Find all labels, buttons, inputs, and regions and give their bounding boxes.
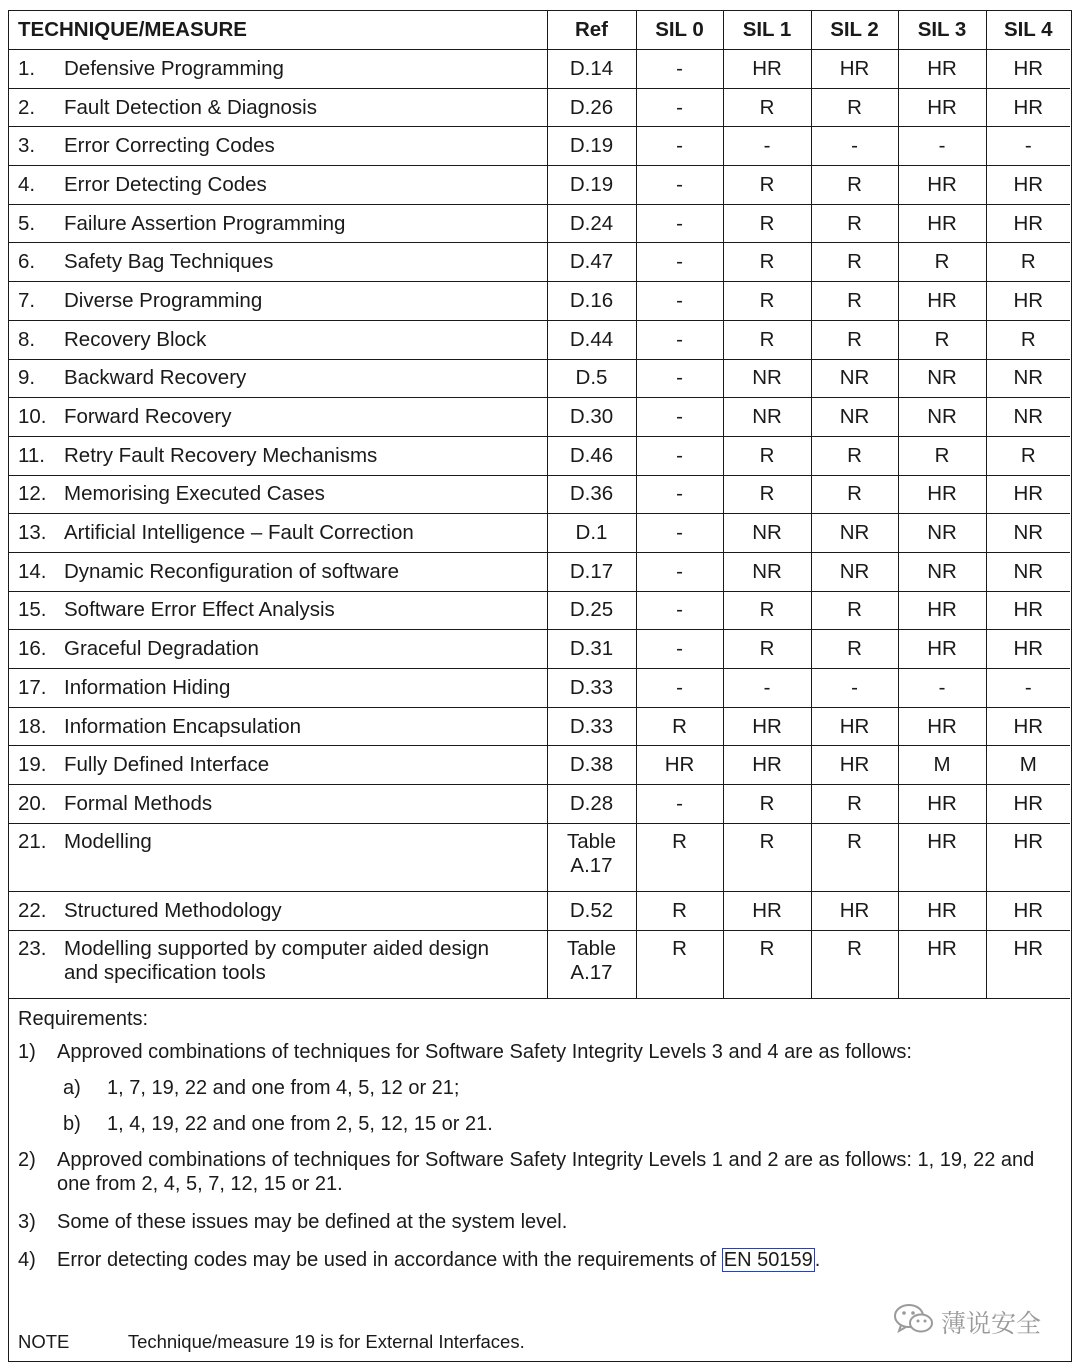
sil3-cell: HR (898, 823, 986, 892)
sil4-cell: HR (986, 166, 1070, 205)
requirement-text: Approved combinations of techniques for Software Safety Integrity Levels 3 and 4 are as follows: (57, 1041, 912, 1063)
ref-cell: D.5 (547, 359, 636, 398)
header-sil2: SIL 2 (811, 11, 898, 50)
sil1-cell: R (723, 591, 811, 630)
sil2-cell: HR (811, 50, 898, 89)
header-technique: TECHNIQUE/MEASURE (9, 11, 547, 50)
sil2-cell: R (811, 320, 898, 359)
sil1-cell: NR (723, 398, 811, 437)
sil3-cell: HR (898, 166, 986, 205)
requirement-item (18, 1248, 1058, 1272)
technique-number: 22. (18, 899, 47, 923)
ref-cell: D.52 (547, 892, 636, 931)
ref-cell: D.16 (547, 282, 636, 321)
table-row (9, 50, 1070, 89)
sil3-cell: HR (898, 785, 986, 824)
sil1-cell: HR (723, 50, 811, 89)
sil0-cell: - (636, 50, 723, 89)
sub-item-label: b) (63, 1113, 81, 1135)
requirement-text-after: . (814, 1249, 821, 1271)
sil2-cell: R (811, 282, 898, 321)
technique-number: 18. (18, 714, 47, 738)
ref-cell: D.47 (547, 243, 636, 282)
sil1-cell: R (723, 88, 811, 127)
sil2-cell: HR (811, 892, 898, 931)
requirement-number: 1) (18, 1041, 36, 1063)
sil1-cell: R (723, 204, 811, 243)
sil3-cell: HR (898, 475, 986, 514)
technique-name: Dynamic Reconfiguration of software (64, 559, 399, 583)
technique-name: Artificial Intelligence – Fault Correction (64, 521, 414, 545)
table-row (9, 88, 1070, 127)
sil1-cell: R (723, 823, 811, 892)
sil1-cell: R (723, 930, 811, 999)
technique-cell (9, 785, 547, 824)
technique-cell (9, 243, 547, 282)
sil2-cell: HR (811, 707, 898, 746)
technique-number: 17. (18, 675, 47, 699)
requirement-number: 4) (18, 1249, 36, 1271)
technique-name: Forward Recovery (64, 405, 232, 429)
technique-name: Information Encapsulation (64, 714, 302, 738)
technique-name: Fully Defined Interface (64, 753, 270, 777)
sil0-cell: R (636, 707, 723, 746)
ref-cell: D.26 (547, 88, 636, 127)
sil3-cell: HR (898, 630, 986, 669)
technique-table (9, 11, 1070, 999)
technique-name: Memorising Executed Cases (64, 482, 325, 506)
sil4-cell: HR (986, 204, 1070, 243)
technique-cell (9, 746, 547, 785)
note-text: Technique/measure 19 is for External Interfaces. (127, 1331, 525, 1352)
technique-name: Structured Methodology (64, 899, 282, 923)
table-row (9, 359, 1070, 398)
sil1-cell: NR (723, 514, 811, 553)
technique-name: Fault Detection & Diagnosis (64, 95, 317, 119)
sil4-cell: HR (986, 930, 1070, 999)
sil2-cell: NR (811, 398, 898, 437)
sil0-cell: - (636, 243, 723, 282)
ref-cell: D.33 (547, 669, 636, 708)
technique-number: 8. (18, 327, 36, 351)
requirement-text: Some of these issues may be defined at the system level. (57, 1211, 568, 1233)
table-row (9, 204, 1070, 243)
sil3-cell: NR (898, 552, 986, 591)
technique-number: 3. (18, 134, 36, 158)
sil4-cell: HR (986, 475, 1070, 514)
sil3-cell: R (898, 436, 986, 475)
sil0-cell: R (636, 823, 723, 892)
technique-name: Recovery Block (64, 327, 207, 351)
technique-cell (9, 892, 547, 931)
technique-name: Information Hiding (64, 675, 231, 699)
sil2-cell: - (811, 669, 898, 708)
technique-name: Failure Assertion Programming (64, 211, 346, 235)
sil2-cell: R (811, 475, 898, 514)
table-row (9, 436, 1070, 475)
sil4-cell: HR (986, 88, 1070, 127)
sil2-cell: NR (811, 552, 898, 591)
table-body (9, 50, 1070, 999)
technique-number: 15. (18, 598, 47, 622)
sil3-cell: NR (898, 398, 986, 437)
sil2-cell: NR (811, 514, 898, 553)
sil4-cell: HR (986, 630, 1070, 669)
technique-cell (9, 475, 547, 514)
sil2-cell: R (811, 204, 898, 243)
sil1-cell: R (723, 320, 811, 359)
sil4-cell: HR (986, 282, 1070, 321)
sil4-cell: - (986, 127, 1070, 166)
sil1-cell: - (723, 127, 811, 166)
sil4-cell: M (986, 746, 1070, 785)
requirement-sub-item (18, 1112, 1058, 1136)
technique-number: 13. (18, 521, 47, 545)
sil3-cell: HR (898, 50, 986, 89)
sil3-cell: HR (898, 892, 986, 931)
technique-name: Retry Fault Recovery Mechanisms (64, 443, 378, 467)
sil4-cell: - (986, 669, 1070, 708)
note-label: NOTE (18, 1331, 70, 1352)
sil3-cell: NR (898, 514, 986, 553)
sil3-cell: HR (898, 204, 986, 243)
sil1-cell: R (723, 243, 811, 282)
technique-name: Backward Recovery (64, 366, 247, 390)
sil0-cell: - (636, 436, 723, 475)
technique-name: Diverse Programming (64, 288, 263, 312)
sil0-cell: - (636, 475, 723, 514)
technique-name: Graceful Degradation (64, 637, 259, 661)
sil4-cell: NR (986, 398, 1070, 437)
table-row (9, 892, 1070, 931)
ref-cell: Table A.17 (547, 823, 636, 892)
requirement-text-before: Error detecting codes may be used in accordance with the requirements of (57, 1249, 722, 1271)
table-row (9, 514, 1070, 553)
technique-name: Formal Methods (64, 791, 213, 815)
technique-number: 1. (18, 56, 36, 80)
table-row (9, 552, 1070, 591)
technique-cell (9, 630, 547, 669)
sil0-cell: - (636, 320, 723, 359)
table-row (9, 475, 1070, 514)
sil1-cell: R (723, 630, 811, 669)
requirement-item (18, 1210, 1058, 1234)
requirement-number: 2) (18, 1149, 36, 1171)
sil4-cell: R (986, 436, 1070, 475)
technique-cell (9, 930, 547, 999)
sil4-cell: HR (986, 50, 1070, 89)
technique-cell (9, 282, 547, 321)
table-row (9, 591, 1070, 630)
sil1-cell: R (723, 436, 811, 475)
sil0-cell: - (636, 669, 723, 708)
technique-number: 23. (18, 936, 47, 960)
sil2-cell: - (811, 127, 898, 166)
technique-cell (9, 669, 547, 708)
sil1-cell: R (723, 282, 811, 321)
table-header-row (9, 11, 1070, 50)
table-row (9, 282, 1070, 321)
sil4-cell: HR (986, 892, 1070, 931)
technique-cell (9, 166, 547, 205)
sil1-cell: HR (723, 746, 811, 785)
requirement-text (57, 1248, 1058, 1272)
sil4-cell: HR (986, 823, 1070, 892)
sil0-cell: - (636, 398, 723, 437)
sil1-cell: R (723, 475, 811, 514)
table-row (9, 127, 1070, 166)
requirement-text: Approved combinations of techniques for Software Safety Integrity Levels 1 and 2 are as follows: 1, 19, 22 and one from 2, 4, 5, 7, 12, 15 or 21. (57, 1149, 1035, 1195)
sub-item-text: 1, 4, 19, 22 and one from 2, 5, 12, 15 or 21. (107, 1113, 493, 1135)
sil0-cell: - (636, 88, 723, 127)
sil1-cell: HR (723, 892, 811, 931)
technique-number: 16. (18, 637, 47, 661)
sil4-cell: NR (986, 359, 1070, 398)
ref-cell: D.19 (547, 127, 636, 166)
ref-cell: D.28 (547, 785, 636, 824)
technique-cell (9, 707, 547, 746)
table-row (9, 707, 1070, 746)
table-row (9, 320, 1070, 359)
sil2-cell: HR (811, 746, 898, 785)
ref-cell: D.25 (547, 591, 636, 630)
technique-number: 11. (18, 443, 45, 467)
technique-cell (9, 359, 547, 398)
sil0-cell: HR (636, 746, 723, 785)
header-ref: Ref (547, 11, 636, 50)
sil0-cell: - (636, 591, 723, 630)
technique-number: 2. (18, 95, 36, 119)
ref-cell: D.24 (547, 204, 636, 243)
technique-cell (9, 320, 547, 359)
table-row (9, 746, 1070, 785)
technique-name: Modelling supported by computer aided design and specification tools (64, 936, 490, 984)
sil0-cell: - (636, 127, 723, 166)
table-row (9, 243, 1070, 282)
table-row (9, 630, 1070, 669)
sil0-cell: - (636, 785, 723, 824)
sil0-cell: - (636, 514, 723, 553)
header-sil4: SIL 4 (986, 11, 1070, 50)
header-sil1: SIL 1 (723, 11, 811, 50)
technique-cell (9, 552, 547, 591)
note (18, 1331, 525, 1353)
sil2-cell: R (811, 823, 898, 892)
table-row (9, 785, 1070, 824)
table-row (9, 669, 1070, 708)
technique-cell (9, 436, 547, 475)
sil4-cell: R (986, 243, 1070, 282)
technique-cell (9, 514, 547, 553)
ref-cell: D.31 (547, 630, 636, 669)
technique-cell (9, 823, 547, 892)
sil3-cell: HR (898, 282, 986, 321)
sil4-cell: NR (986, 514, 1070, 553)
sil1-cell: R (723, 785, 811, 824)
sil3-cell: R (898, 320, 986, 359)
sil0-cell: R (636, 892, 723, 931)
technique-number: 19. (18, 753, 47, 777)
sil0-cell: - (636, 204, 723, 243)
technique-number: 14. (18, 559, 47, 583)
sil4-cell: R (986, 320, 1070, 359)
requirement-item (18, 1148, 1058, 1196)
sil2-cell: R (811, 166, 898, 205)
technique-name: Modelling (64, 829, 152, 853)
ref-cell: D.44 (547, 320, 636, 359)
sil1-cell: HR (723, 707, 811, 746)
requirements-section (18, 1002, 1058, 1272)
ref-cell: Table A.17 (547, 930, 636, 999)
ref-cell: D.1 (547, 514, 636, 553)
technique-name: Error Correcting Codes (64, 134, 275, 158)
ref-cell: D.36 (547, 475, 636, 514)
header-sil0: SIL 0 (636, 11, 723, 50)
technique-number: 5. (18, 211, 36, 235)
sil3-cell: - (898, 669, 986, 708)
header-sil3: SIL 3 (898, 11, 986, 50)
watermark (893, 1302, 1041, 1342)
sil0-cell: - (636, 552, 723, 591)
sil0-cell: - (636, 359, 723, 398)
sil3-cell: - (898, 127, 986, 166)
table-row (9, 166, 1070, 205)
technique-cell (9, 50, 547, 89)
sil2-cell: NR (811, 359, 898, 398)
sil1-cell: NR (723, 359, 811, 398)
requirement-sub-item (18, 1076, 1058, 1100)
sil0-cell: R (636, 930, 723, 999)
sil0-cell: - (636, 166, 723, 205)
requirement-number: 3) (18, 1211, 36, 1233)
technique-cell (9, 88, 547, 127)
technique-number: 7. (18, 288, 36, 312)
technique-cell (9, 204, 547, 243)
table-row (9, 398, 1070, 437)
technique-cell (9, 398, 547, 437)
sil3-cell: HR (898, 930, 986, 999)
technique-name: Safety Bag Techniques (64, 250, 274, 274)
sub-item-text: 1, 7, 19, 22 and one from 4, 5, 12 or 21; (107, 1077, 460, 1099)
ref-cell: D.19 (547, 166, 636, 205)
ref-cell: D.46 (547, 436, 636, 475)
sil3-cell: HR (898, 88, 986, 127)
technique-number: 12. (18, 482, 47, 506)
technique-number: 10. (18, 405, 47, 429)
ref-cell: D.33 (547, 707, 636, 746)
technique-name: Error Detecting Codes (64, 172, 267, 196)
technique-number: 20. (18, 791, 47, 815)
sil4-cell: HR (986, 707, 1070, 746)
sil1-cell: NR (723, 552, 811, 591)
sil2-cell: R (811, 630, 898, 669)
requirements-title: Requirements: (18, 1008, 149, 1030)
sil2-cell: R (811, 785, 898, 824)
sil1-cell: - (723, 669, 811, 708)
technique-number: 4. (18, 172, 36, 196)
sil1-cell: R (723, 166, 811, 205)
technique-name: Defensive Programming (64, 56, 284, 80)
technique-number: 9. (18, 366, 36, 390)
sil2-cell: R (811, 930, 898, 999)
technique-number: 6. (18, 250, 36, 274)
table-row (9, 930, 1070, 999)
technique-cell (9, 127, 547, 166)
requirement-item (18, 1040, 1058, 1064)
en-50159-link[interactable]: EN 50159 (723, 1249, 813, 1271)
sil4-cell: NR (986, 552, 1070, 591)
sil3-cell: R (898, 243, 986, 282)
technique-cell (9, 591, 547, 630)
ref-cell: D.30 (547, 398, 636, 437)
sil0-cell: - (636, 282, 723, 321)
sil0-cell: - (636, 630, 723, 669)
ref-cell: D.17 (547, 552, 636, 591)
sil2-cell: R (811, 88, 898, 127)
wechat-icon (893, 1302, 935, 1342)
sil4-cell: HR (986, 591, 1070, 630)
sil3-cell: HR (898, 707, 986, 746)
sil2-cell: R (811, 243, 898, 282)
table-row (9, 823, 1070, 892)
technique-number: 21. (18, 829, 47, 853)
technique-name: Software Error Effect Analysis (64, 598, 335, 622)
sub-item-label: a) (63, 1077, 81, 1099)
sil3-cell: HR (898, 591, 986, 630)
sil3-cell: NR (898, 359, 986, 398)
ref-cell: D.38 (547, 746, 636, 785)
sil2-cell: R (811, 436, 898, 475)
sil3-cell: M (898, 746, 986, 785)
watermark-text: 薄说安全 (941, 1309, 1042, 1338)
sil4-cell: HR (986, 785, 1070, 824)
ref-cell: D.14 (547, 50, 636, 89)
sil2-cell: R (811, 591, 898, 630)
